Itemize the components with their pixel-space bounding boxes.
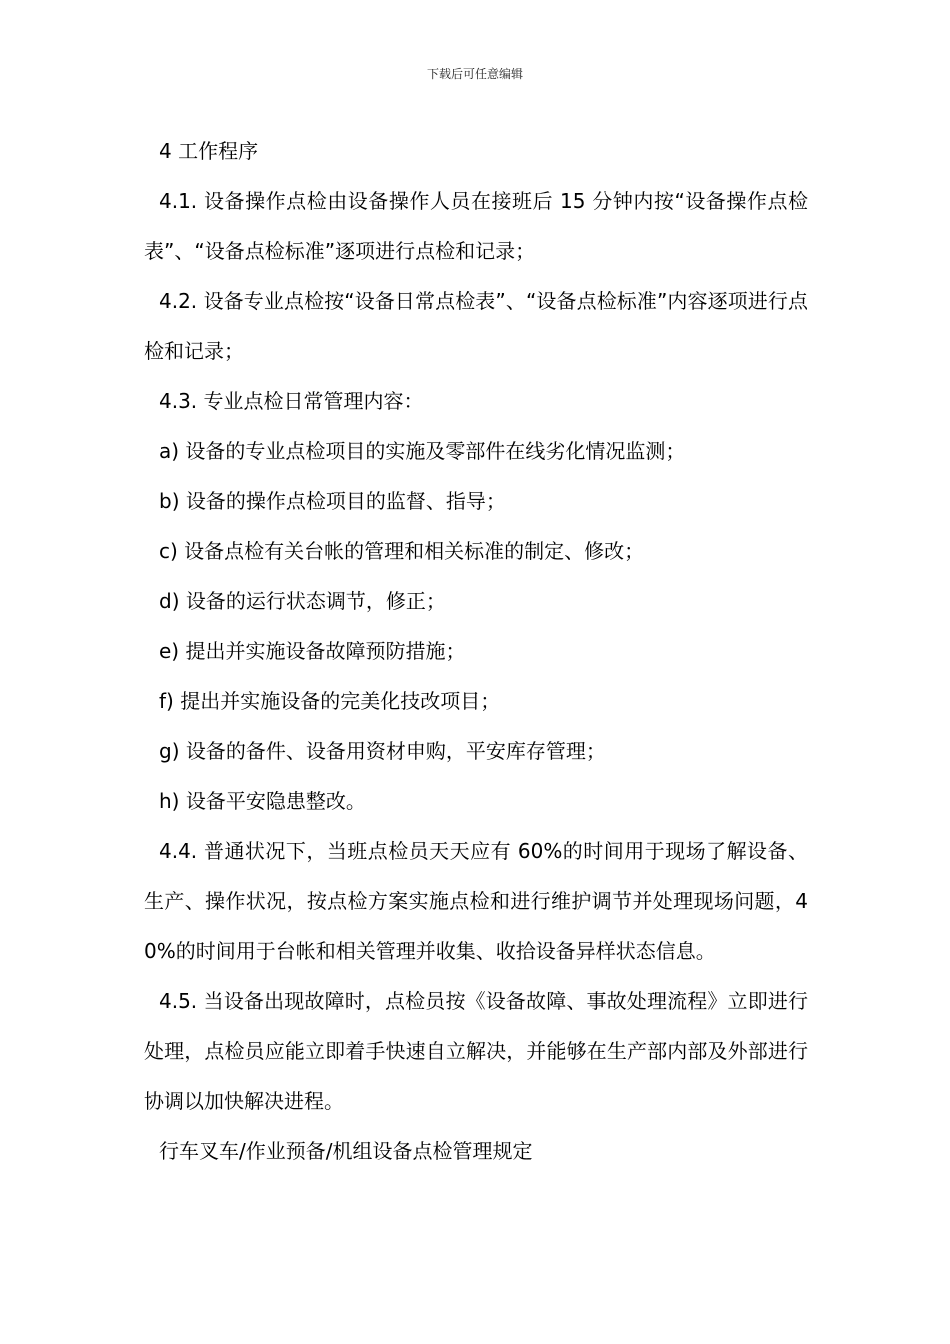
list-item-h: h) 设备平安隐患整改。 xyxy=(159,789,366,813)
list-item-d: d) 设备的运行状态调节，修正； xyxy=(159,589,446,613)
document-body xyxy=(144,126,808,1176)
page-header: 下载后可任意编辑 xyxy=(426,67,523,81)
closing-title: 行车叉车/作业预备/机组设备点检管理规定 xyxy=(159,1139,533,1163)
paragraph-4-3: 4.3. 专业点检日常管理内容： xyxy=(159,389,424,413)
list-item-g: g) 设备的备件、设备用资材申购，平安库存管理； xyxy=(159,739,606,763)
paragraph-4-5: 4.5. 当设备出现故障时，点检员按《设备故障、事故处理流程》立即进行处理，点检员应能立即着手快速自立解决，并能够在生产部内部及外部进行协调以加快解决进程。 xyxy=(144,989,808,1113)
paragraph-4-1: 4.1. 设备操作点检由设备操作人员在接班后 15 分钟内按“设备操作点检表”、“设备点检标准”逐项进行点检和记录； xyxy=(144,189,808,263)
list-item-a: a) 设备的专业点检项目的实施及零部件在线劣化情况监测； xyxy=(159,439,686,463)
paragraph-4-4: 4.4. 普通状况下，当班点检员天天应有 60%的时间用于现场了解设备、生产、操作状况，按点检方案实施点检和进行维护调节并处理现场问题，40%的时间用于台帐和相关管理并收集、收拾设备异样状态信息。 xyxy=(144,839,808,963)
section-heading: 4 工作程序 xyxy=(159,139,259,163)
list-item-e: e) 提出并实施设备故障预防措施； xyxy=(159,639,466,663)
list-item-c: c) 设备点检有关台帐的管理和相关标准的制定、修改； xyxy=(159,539,645,563)
list-item-b: b) 设备的操作点检项目的监督、指导； xyxy=(159,489,506,513)
paragraph-4-2: 4.2. 设备专业点检按“设备日常点检表”、“设备点检标准”内容逐项进行点检和记录； xyxy=(144,289,808,363)
list-item-f: f) 提出并实施设备的完美化技改项目； xyxy=(159,689,501,713)
